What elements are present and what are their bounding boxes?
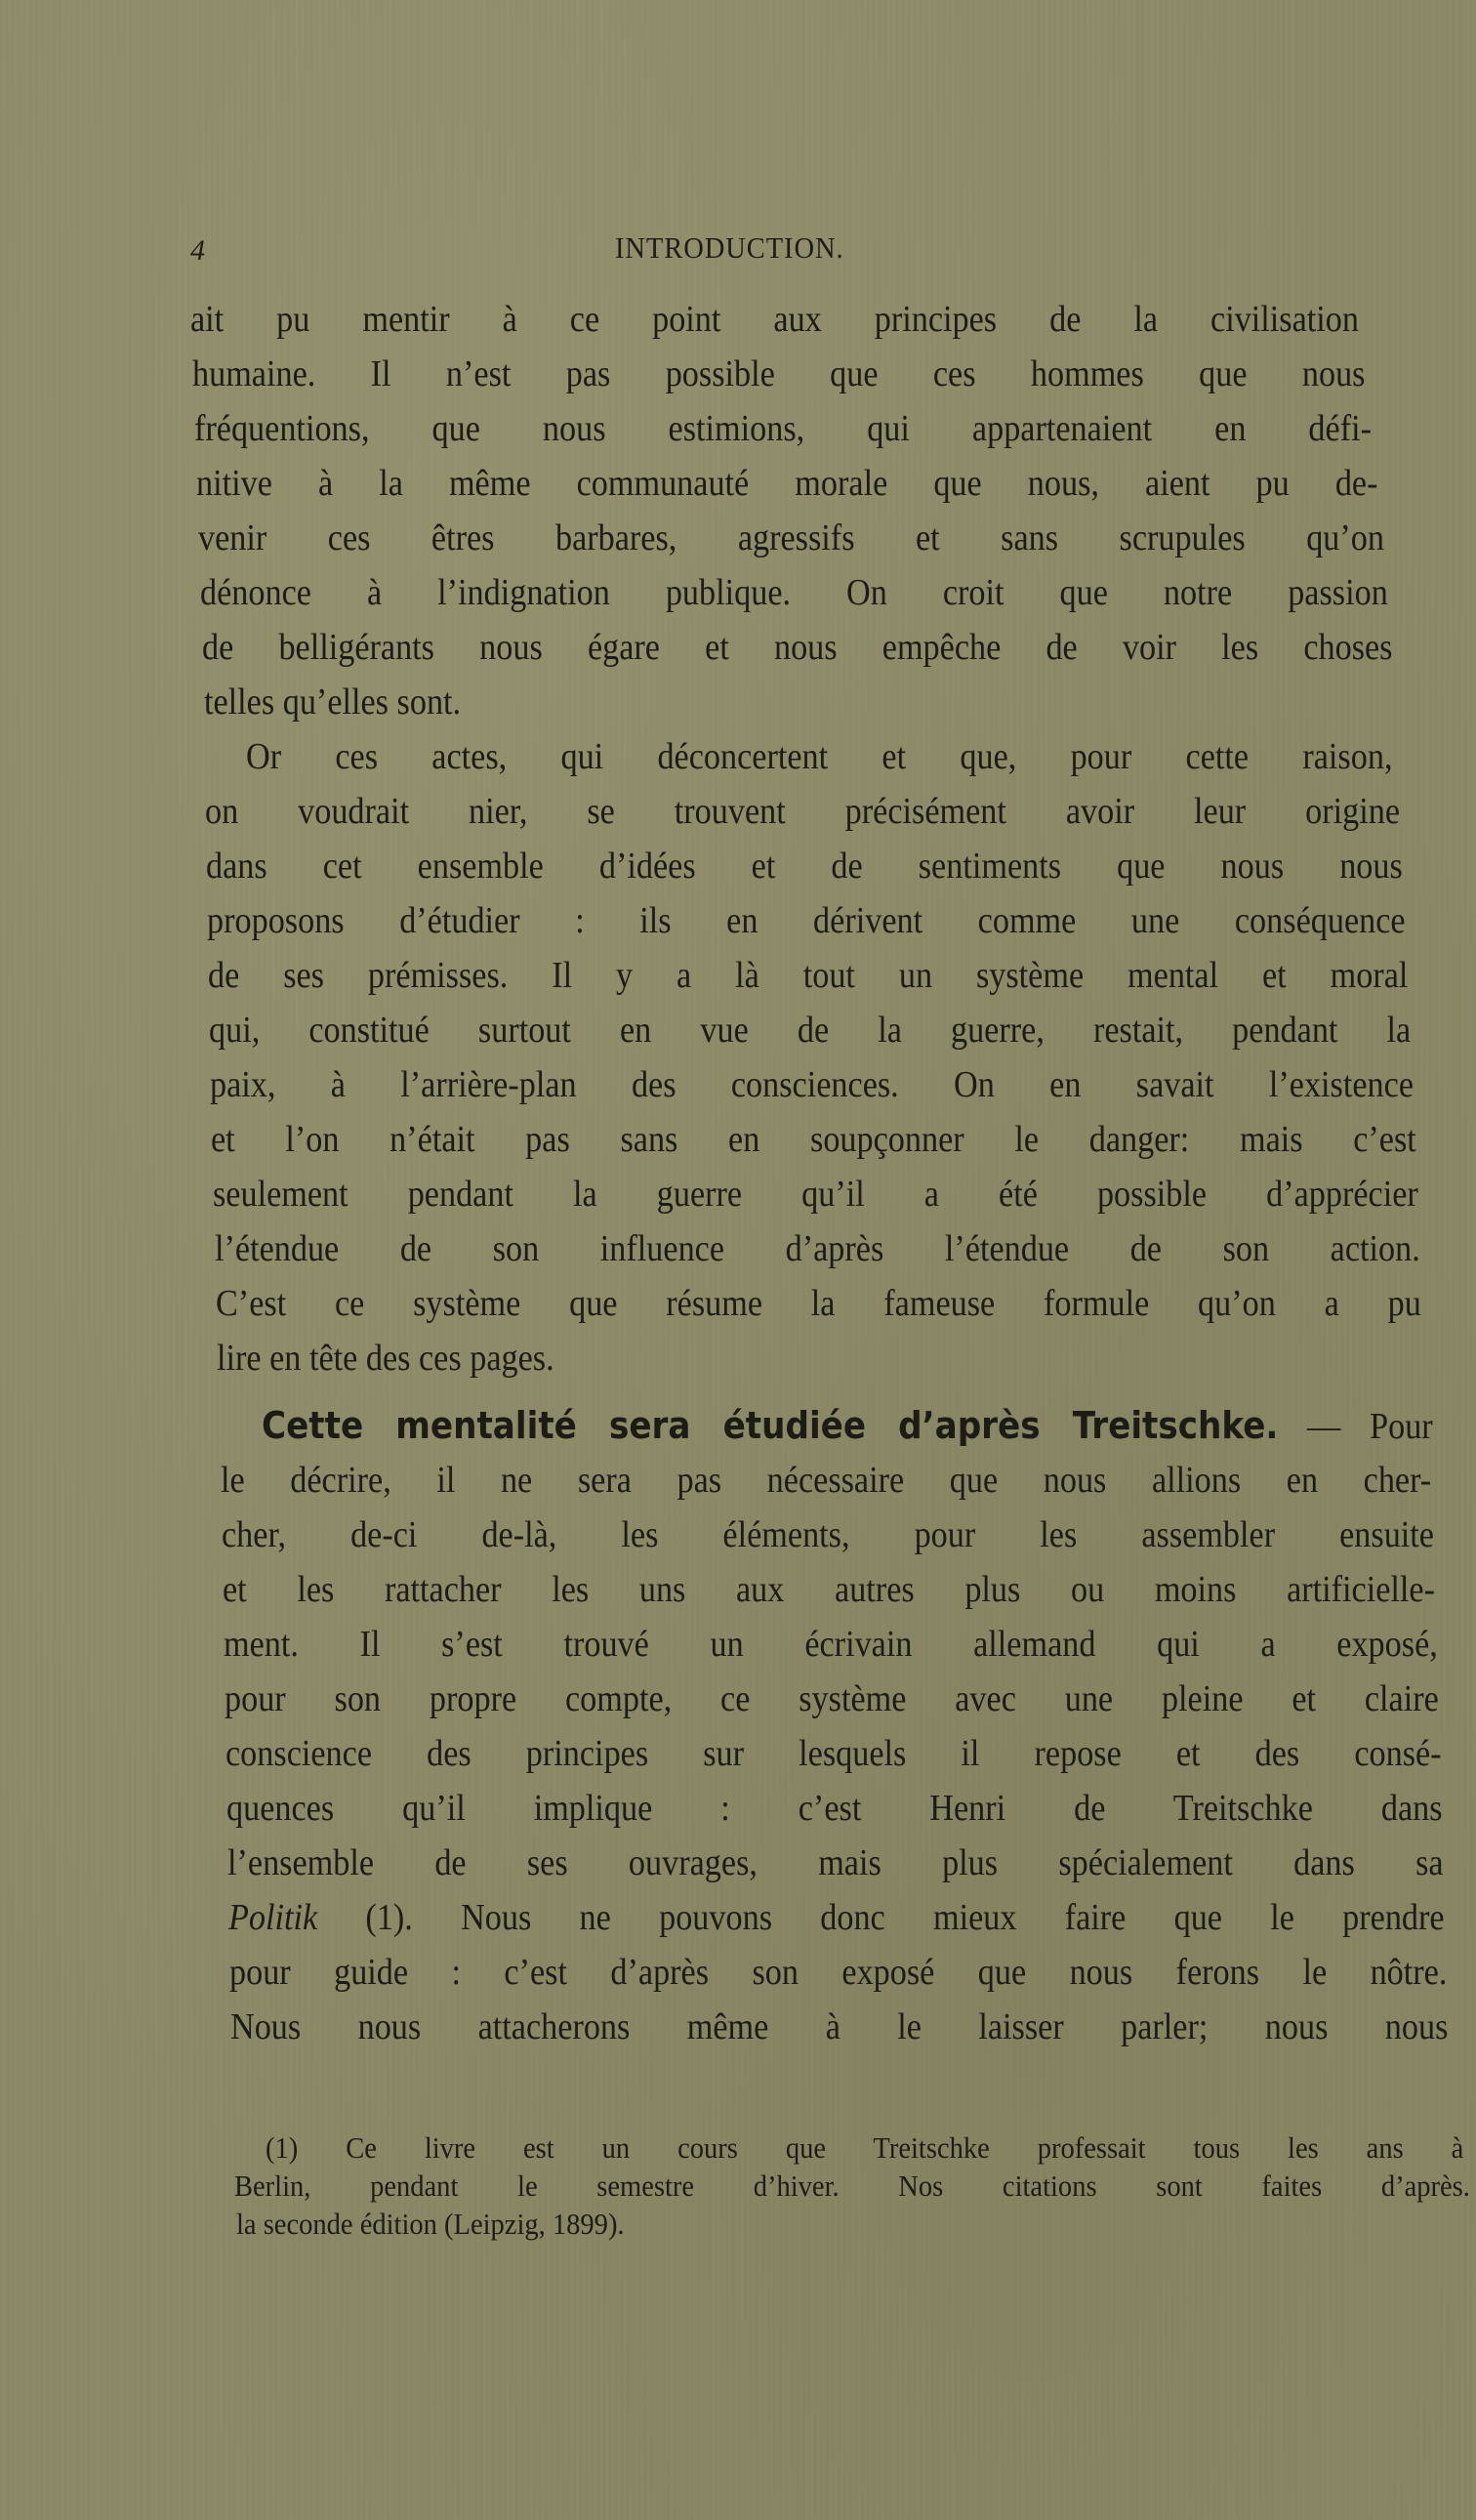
text-line: ment. Il s’est trouvé un écrivain allemand qui a exposé, — [224, 1624, 1438, 1665]
text-line: pour guide : c’est d’après son exposé que nous ferons le nôtre. — [229, 1952, 1448, 1993]
text-line: et l’on n’était pas sans en soupçonner le danger: mais c’est — [211, 1119, 1416, 1160]
text-line: de ses prémisses. Il y a là tout un système mental et moral — [208, 955, 1409, 996]
text-line: quences qu’il implique : c’est Henri de Treitschke dans — [226, 1788, 1443, 1829]
text-line: humaine. Il n’est pas possible que ces hommes que nous — [192, 353, 1366, 394]
section-heading-line — [262, 1404, 1433, 1448]
text-line: telles qu’elles sont. — [204, 682, 462, 723]
text-line: on voudrait nier, se trouvent précisément avoir leur origine — [205, 791, 1400, 832]
text-line: l’ensemble de ses ouvrages, mais plus spécialement dans sa — [227, 1842, 1444, 1883]
text-line: paix, à l’arrière-plan des consciences. On en savait l’existence — [210, 1064, 1414, 1105]
text-line: nitive à la même communauté morale que nous, aient pu de- — [196, 463, 1378, 504]
section-heading-tail: — Pour — [1278, 1406, 1433, 1447]
text-line: lire en tête des ces pages. — [217, 1338, 554, 1379]
book-title-politik: Politik — [228, 1897, 318, 1938]
text-line: conscience des principes sur lesquels il repose et des consé- — [226, 1733, 1442, 1774]
text-line: le décrire, il ne sera pas nécessaire que nous allions en cher- — [221, 1460, 1432, 1501]
text-line: et les rattacher les uns aux autres plus ou moins artificielle- — [223, 1569, 1435, 1610]
text-line: Nous nous attacherons même à le laisser parler; nous nous — [230, 2006, 1449, 2047]
section-heading: Cette mentalité sera étudiée d’après Treitschke. — [262, 1404, 1279, 1447]
text-line: de belligérants nous égare et nous empêche de voir les choses — [202, 627, 1393, 668]
text-line: C’est ce système que résume la fameuse formule qu’on a pu — [216, 1283, 1421, 1324]
footnote-line: la seconde édition (Leipzig, 1899). — [236, 2207, 625, 2241]
text-line: seulement pendant la guerre qu’il a été possible d’apprécier — [213, 1174, 1418, 1215]
running-head: INTRODUCTION. — [615, 230, 844, 265]
text-line: pour son propre compte, ce système avec une pleine et claire — [225, 1678, 1439, 1719]
text-line: dans cet ensemble d’idées et de sentiments que nous nous — [206, 846, 1403, 887]
text-line: proposons d’étudier : ils en dérivent comme une conséquence — [207, 900, 1406, 941]
text-line: cher, de-ci de-là, les éléments, pour les assembler ensuite — [222, 1514, 1434, 1555]
text-line: l’étendue de son influence d’après l’étendue de son action. — [215, 1228, 1420, 1269]
footnote-line: (1) Ce livre est un cours que Treitschke professait tous les ans à — [266, 2130, 1464, 2165]
footnote-line: Berlin, pendant le semestre d’hiver. Nos citations sont faites d’après. — [234, 2169, 1470, 2203]
text-line: qui, constitué surtout en vue de la guerre, restait, pendant la — [209, 1010, 1412, 1051]
text-line: venir ces êtres barbares, agressifs et sans scrupules qu’on — [198, 517, 1384, 558]
text-line: dénonce à l’indignation publique. On croit que notre passion — [200, 572, 1388, 613]
text-line: ait pu mentir à ce point aux principes de la civilisation — [190, 299, 1359, 340]
politik-line — [228, 1896, 1445, 1939]
text-line: Or ces actes, qui déconcertent et que, pour cette raison, — [246, 736, 1393, 777]
text-line: fréquentions, que nous estimions, qui appartenaient en défi- — [194, 408, 1372, 449]
politik-line-rest: (1). Nous ne pouvons donc mieux faire que le prendre — [317, 1897, 1445, 1938]
page-number: 4 — [190, 234, 205, 267]
